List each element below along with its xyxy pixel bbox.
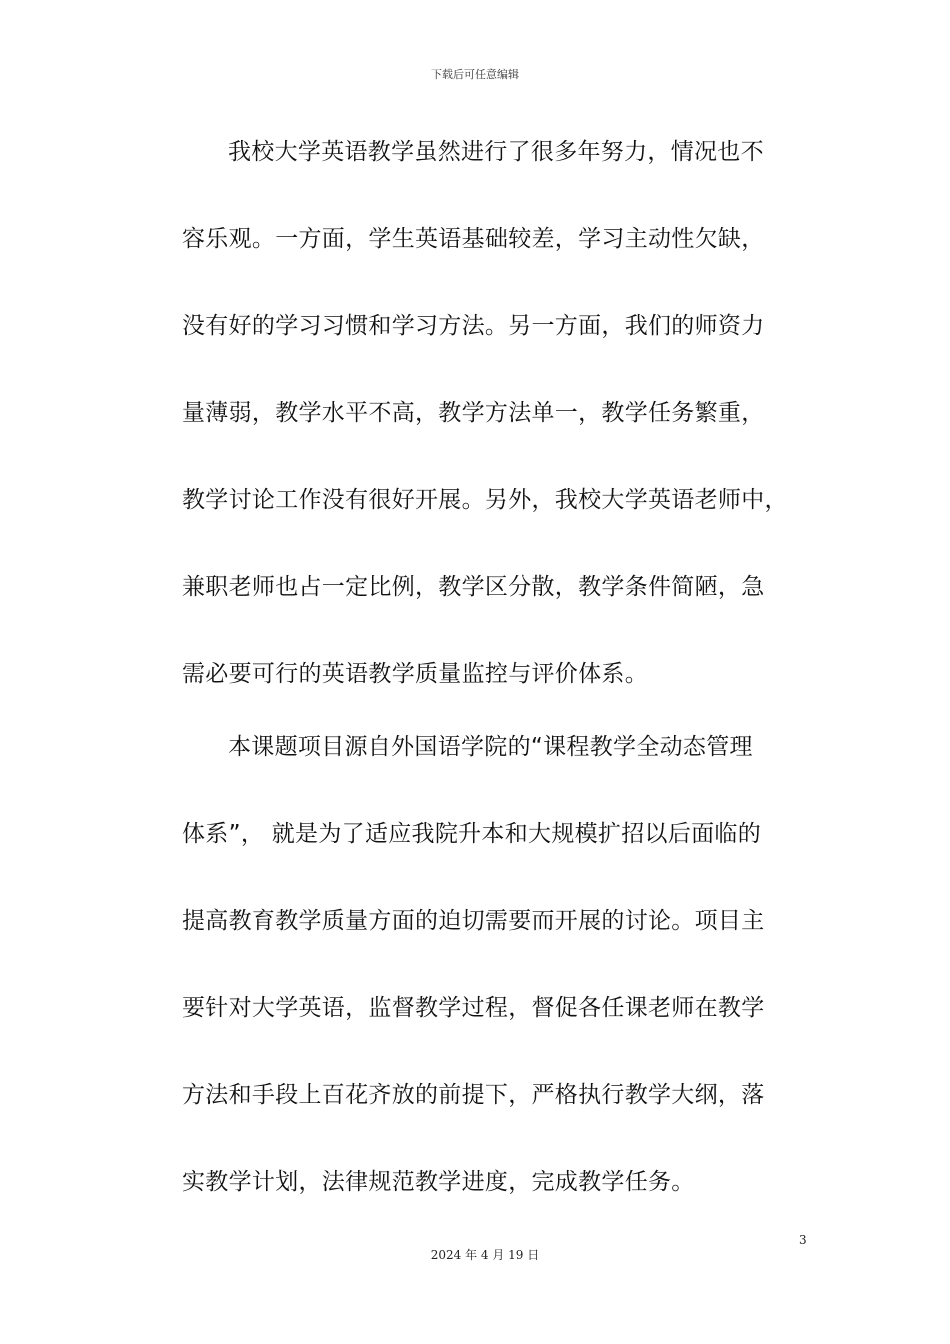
footer-date: 2024 年 4 月 19 日 [430,1248,540,1262]
paragraph-1-line-4: 量薄弱，教学水平不高，教学方法单一，教学任务繁重， [182,400,765,426]
paragraph-2-line-6: 实教学计划，法律规范教学进度，完成教学任务。 [182,1169,695,1195]
page-header: 下载后可任意编辑 [431,68,519,81]
paragraph-1-line-1: 我校大学英语教学虽然进行了很多年努力，情况也不 [228,139,764,165]
paragraph-1-line-2: 容乐观。一方面，学生英语基础较差，学习主动性欠缺， [182,226,765,252]
paragraph-1-line-7: 需必要可行的英语教学质量监控与评价体系。 [182,661,648,687]
paragraph-2-line-2: 体系”， 就是为了适应我院升本和大规模扩招以后面临的 [182,821,762,847]
paragraph-1-line-6: 兼职老师也占一定比例，教学区分散，教学条件简陋，急 [182,574,765,600]
paragraph-2-line-3: 提高教育教学质量方面的迫切需要而开展的讨论。项目主 [182,908,765,934]
paragraph-1-line-5: 教学讨论工作没有很好开展。另外，我校大学英语老师中， [182,487,788,513]
paragraph-2-line-1: 本课题项目源自外国语学院的“课程教学全动态管理 [228,734,753,760]
paragraph-2-line-5: 方法和手段上百花齐放的前提下，严格执行教学大纲，落 [182,1082,765,1108]
page-number: 3 [799,1233,807,1247]
paragraph-1-line-3: 没有好的学习习惯和学习方法。另一方面，我们的师资力 [182,313,765,339]
paragraph-2-line-4: 要针对大学英语，监督教学过程，督促各任课老师在教学 [182,995,765,1021]
